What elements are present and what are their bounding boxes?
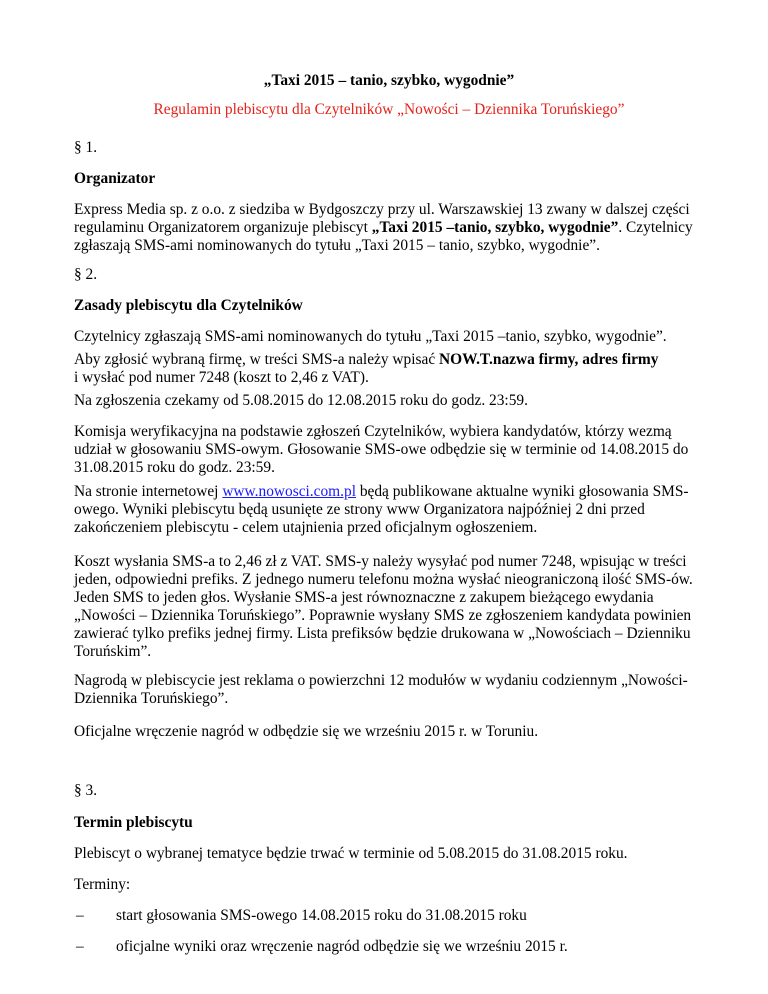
terms-label: Terminy: <box>74 876 131 893</box>
section-2-number: § 2. <box>74 266 98 283</box>
section-2-paragraph-6: Koszt wysłania SMS-a to 2,46 zł z VAT. SMS-y należy wysyłać pod numer 7248, wpisując w treści jeden, odpowiedni prefiks. Z jednego numeru telefonu można wysłać nieograniczoną ilość SMS-ów. Jeden SMS to jeden głos. Wysłanie SMS-a jest równoznaczne z zakupem bieżącego ewydania „Nowości – Dziennika Toruńskiego”. Poprawnie wysłany SMS ze zgłoszeniem kandydata powinien zawierać tylko prefiks jednej firmy. Lista prefiksów będzie drukowana w „Nowościach – Dzienniku Toruńskim”. <box>74 553 693 660</box>
section-2-heading: Zasady plebiscytu dla Czytelników <box>74 297 303 314</box>
section-3-number: § 3. <box>74 782 98 799</box>
section-2-paragraph-7: Nagrodą w plebiscycie jest reklama o powierzchni 12 modułów w wydaniu codziennym „Nowości-Dziennika Toruńskiego”. <box>74 672 688 707</box>
list-item-text: oficjalne wyniki oraz wręczenie nagród odbędzie się we wrześniu 2015 r. <box>116 938 568 955</box>
website-link[interactable]: www.nowosci.com.pl <box>222 483 356 500</box>
list-item <box>74 907 704 925</box>
section-2-paragraph-1: Czytelnicy zgłaszają SMS-ami nominowanych do tytułu „Taxi 2015 –tanio, szybko, wygodnie”. <box>74 328 667 345</box>
section-2-paragraph-2: Aby zgłosić wybraną firmę, w treści SMS-a należy wpisać NOW.T.nazwa firmy, adres firmy i wysłać pod numer 7248 (koszt to 2,46 z VAT). <box>74 351 659 386</box>
section-1-heading: Organizator <box>74 170 156 187</box>
section-1-number: § 1. <box>74 139 98 156</box>
list-item-text: start głosowania SMS-owego 14.08.2015 roku do 31.08.2015 roku <box>116 907 527 924</box>
document-title: „Taxi 2015 – tanio, szybko, wygodnie” <box>263 72 515 89</box>
section-2-paragraph-5: Na stronie internetowej www.nowosci.com.pl będą publikowane aktualne wyniki głosowania SMS-owego. Wyniki plebiscytu będą usunięte ze strony www Organizatora najpóźniej 2 dni przed zakończeniem plebiscytu - celem utajnienia przed oficjalnym ogłoszeniem. <box>74 483 689 536</box>
section-2-paragraph-4: Komisja weryfikacyjna na podstawie zgłoszeń Czytelników, wybiera kandydatów, którzy wezmą udział w głosowaniu SMS-owym. Głosowanie SMS-owe odbędzie się w terminie od 14.08.2015 do 31.08.2015 roku do godz. 23:59. <box>74 423 689 476</box>
document-subtitle: Regulamin plebiscytu dla Czytelników „Nowości – Dziennika Toruńskiego” <box>153 101 625 118</box>
section-1-paragraph: Express Media sp. z o.o. z siedziba w Bydgoszczy przy ul. Warszawskiej 13 zwany w dalszej części regulaminu Organizatorem organizuje plebiscyt „Taxi 2015 –tanio, szybko, wygodnie”. Czytelnicy zgłaszają SMS-ami nominowanych do tytułu „Taxi 2015 – tanio, szybko, wygodnie”. <box>74 201 693 254</box>
section-3-heading: Termin plebiscytu <box>74 814 193 831</box>
dash-bullet: – <box>76 938 84 955</box>
list-item <box>74 938 704 956</box>
section-3-paragraph: Plebiscyt o wybranej tematyce będzie trwać w terminie od 5.08.2015 do 31.08.2015 roku. <box>74 845 628 862</box>
section-2-paragraph-3: Na zgłoszenia czekamy od 5.08.2015 do 12.08.2015 roku do godz. 23:59. <box>74 392 528 409</box>
dash-bullet: – <box>76 907 84 924</box>
section-2-paragraph-8: Oficjalne wręczenie nagród w odbędzie się we wrześniu 2015 r. w Toruniu. <box>74 723 539 740</box>
